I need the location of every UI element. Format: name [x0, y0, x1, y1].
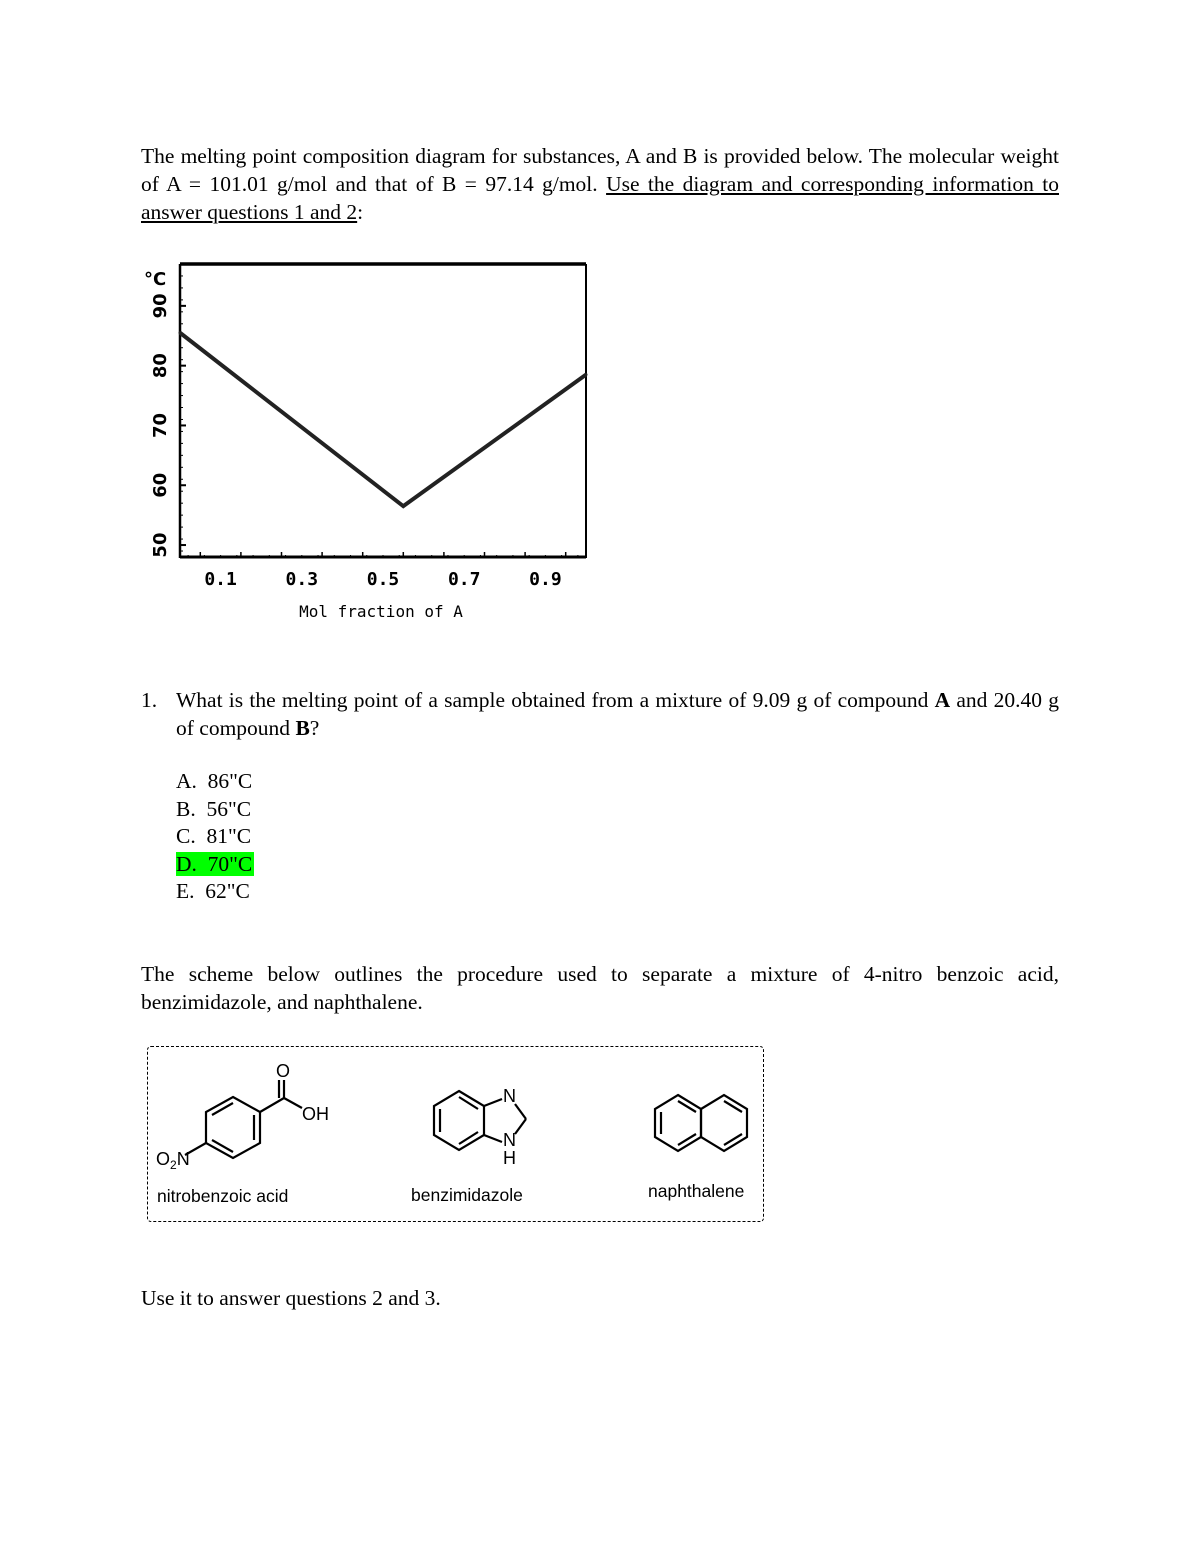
atom-h: H	[503, 1148, 516, 1168]
bond	[484, 1135, 502, 1142]
option-letter: B.	[176, 796, 196, 821]
melting-point-line	[180, 333, 586, 506]
option-value: 81"C	[206, 824, 252, 848]
option-letter: A.	[176, 769, 197, 793]
scheme-intro: The scheme below outlines the procedure used to separate a mixture of 4-nitro benzoic acid, benzimidazole, and naphthalene.	[141, 962, 1059, 1014]
x-tick-label: 0.3	[285, 569, 319, 590]
melting-point-chart	[140, 255, 600, 635]
label-nitrobenzoic-acid: nitrobenzoic acid	[157, 1186, 289, 1206]
x-tick-label: 0.1	[204, 569, 237, 590]
double-bond	[678, 1101, 696, 1112]
double-bond	[515, 1104, 526, 1119]
option-value: 70"C	[207, 851, 253, 876]
intro-colon: :	[357, 200, 364, 224]
option-value: 62"C	[205, 879, 250, 903]
nitro-group	[156, 1149, 190, 1172]
x-tick-label: 0.7	[447, 569, 481, 590]
compound-b: B	[295, 716, 310, 740]
ring-right	[701, 1095, 747, 1151]
intro-paragraph	[141, 142, 1059, 226]
option-b[interactable]	[176, 796, 254, 824]
question-number: 1.	[141, 688, 158, 712]
benzene-ring	[434, 1091, 484, 1150]
bond	[284, 1098, 302, 1108]
y-tick-label: 60	[150, 472, 171, 498]
compound-a: A	[934, 688, 951, 712]
subscript-2: 2	[170, 1158, 177, 1172]
option-c[interactable]	[176, 823, 254, 851]
x-tick-label: 0.5	[366, 569, 400, 590]
option-value: 86"C	[207, 769, 253, 793]
bond	[260, 1098, 284, 1112]
atom-n: N	[176, 1149, 190, 1169]
atom-o: O	[156, 1149, 171, 1169]
benzimidazole-atoms	[503, 1086, 516, 1168]
label-naphthalene: naphthalene	[648, 1181, 745, 1201]
y-tick-label: 50	[150, 532, 171, 558]
atom-n: N	[503, 1086, 516, 1106]
option-value: 56"C	[206, 796, 252, 821]
nitrobenzoic-acid-structure	[185, 1080, 302, 1158]
atom-oh: OH	[302, 1104, 329, 1124]
y-unit-label: °C	[144, 269, 167, 290]
bond	[484, 1099, 502, 1106]
closing-text: Use it to answer questions 2 and 3.	[141, 1286, 441, 1310]
y-tick-label: 90	[150, 293, 171, 319]
option-letter: C.	[176, 824, 196, 848]
double-bond	[212, 1103, 233, 1115]
y-tick-label: 70	[150, 412, 171, 438]
question-text-part: and 20.40 g of compound	[176, 688, 1059, 740]
double-bond	[724, 1134, 742, 1145]
option-a[interactable]	[176, 768, 254, 796]
double-bond	[459, 1097, 478, 1109]
data-point	[585, 373, 588, 376]
option-d-highlighted[interactable]	[176, 851, 254, 879]
chart-frame	[180, 264, 586, 558]
atom-n: N	[503, 1130, 516, 1150]
benzene-ring	[206, 1097, 260, 1158]
option-letter: E.	[176, 879, 195, 903]
x-tick-labels	[204, 569, 561, 590]
bond	[515, 1119, 526, 1134]
question-text	[176, 686, 1059, 742]
question-text-part: What is the melting point of a sample obtained from a mixture of 9.09 g of compound	[176, 688, 935, 712]
option-e[interactable]	[176, 878, 254, 906]
option-letter: D.	[176, 851, 197, 876]
answer-options	[176, 768, 254, 906]
intro-text: The melting point composition diagram for substances, A and B is provided below. The molecular weight of A = 101.01 g/mol and that of B = 97.14 g/mol.	[141, 144, 1059, 196]
intro-instruction: Use the diagram and corresponding information to answer questions 1 and 2	[141, 172, 1059, 224]
naphthalene-structure	[655, 1095, 747, 1151]
data-point	[402, 505, 405, 508]
double-bond	[459, 1132, 478, 1144]
data-point	[179, 331, 182, 334]
label-benzimidazole: benzimidazole	[411, 1185, 523, 1205]
x-tick-label: 0.9	[529, 569, 562, 590]
x-axis-label: Mol fraction of A	[299, 602, 463, 621]
double-bond	[212, 1140, 233, 1152]
double-bond	[678, 1134, 696, 1145]
question-1	[141, 686, 1059, 742]
y-tick-label: 80	[150, 353, 171, 379]
atom-o: O	[276, 1061, 291, 1081]
double-bond	[724, 1101, 742, 1112]
nitrobenzoic-acid-atoms	[156, 1061, 329, 1172]
question-text-part: ?	[309, 716, 320, 740]
